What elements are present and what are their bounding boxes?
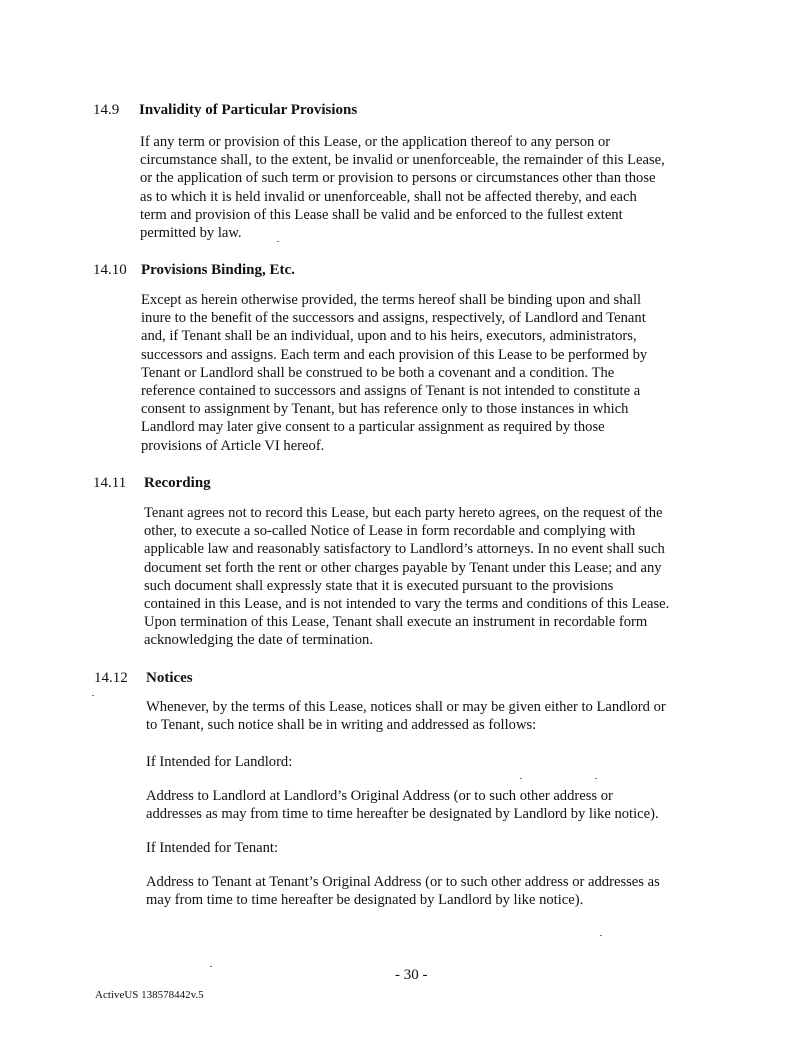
section-heading <box>0 100 811 120</box>
text-line: applicable law and reasonably satisfactory to Landlord’s attorneys. In no event shall such <box>144 541 665 558</box>
section-number: 14.9 <box>93 102 120 118</box>
section-heading <box>0 260 811 280</box>
text-line: successors and assigns. Each term and each provision of this Lease to be performed by <box>141 346 648 363</box>
text-line: reference contained to successors and assigns of Tenant is not intended to constitute a <box>141 383 641 400</box>
section-title: Invalidity of Particular Provisions <box>139 102 358 118</box>
section-paragraph <box>146 698 666 734</box>
text-line: or the application of such term or provision to persons or circumstances other than those <box>140 170 656 187</box>
text-line: Address to Tenant at Tenant’s Original Address (or to such other address or addresses as <box>146 874 660 890</box>
section-heading <box>0 668 811 688</box>
text-line: If Intended for Tenant: <box>146 840 279 856</box>
text-line: contained in this Lease, and is not intended to vary the terms and conditions of this Lease. <box>144 596 670 613</box>
section-title: Provisions Binding, Etc. <box>141 262 295 278</box>
scan-speck <box>210 966 212 967</box>
section-paragraph <box>141 291 647 455</box>
text-line: Address to Landlord at Landlord’s Original Address (or to such other address or <box>146 788 613 804</box>
scan-speck <box>600 935 602 936</box>
landlord-address-paragraph <box>146 787 659 823</box>
section-number: 14.10 <box>93 262 127 278</box>
text-line: addresses as may from time to time hereafter be designated by Landlord by like notice). <box>146 806 659 823</box>
text-line: other, to execute a so-called Notice of Lease in form recordable and complying with <box>144 523 636 540</box>
text-line: as to which it is held invalid or unenforceable, shall not be affected thereby, and each <box>140 188 637 205</box>
section-paragraph <box>140 133 665 242</box>
section-number: 14.11 <box>93 475 127 491</box>
text-line: permitted by law. <box>140 225 242 242</box>
document-id: ActiveUS 138578442v.5 <box>95 989 204 1001</box>
section-title: Notices <box>146 670 193 686</box>
text-line: If any term or provision of this Lease, or the application thereof to any person or <box>140 134 611 150</box>
page-number: - 30 - <box>395 967 428 983</box>
tenant-notice-label <box>146 839 278 857</box>
tenant-address-paragraph <box>146 873 660 909</box>
text-line: term and provision of this Lease shall be valid and be enforced to the fullest extent <box>140 206 623 223</box>
section-heading <box>0 473 811 493</box>
text-line: circumstance shall, to the extent, be invalid or unenforceable, the remainder of this Lease, <box>140 152 665 169</box>
text-line: Except as herein otherwise provided, the terms hereof shall be binding upon and shall <box>141 292 642 308</box>
text-line: acknowledging the date of termination. <box>144 632 373 649</box>
text-line: document set forth the rent or other charges payable by Tenant under this Lease; and any <box>144 559 662 576</box>
landlord-notice-label <box>146 753 292 771</box>
scan-speck <box>277 241 279 242</box>
text-line: Whenever, by the terms of this Lease, notices shall or may be given either to Landlord or <box>146 699 666 715</box>
section-paragraph <box>144 504 669 650</box>
text-line: may from time to time hereafter be designated by Landlord by like notice). <box>146 892 584 909</box>
text-line: and, if Tenant shall be an individual, upon and to his heirs, executors, administrators, <box>141 328 637 345</box>
text-line: Upon termination of this Lease, Tenant shall execute an instrument in recordable form <box>144 614 648 631</box>
section-number: 14.12 <box>94 670 128 686</box>
section-title: Recording <box>144 475 211 491</box>
scan-speck <box>520 778 522 779</box>
text-line: Tenant agrees not to record this Lease, but each party hereto agrees, on the request of the <box>144 505 663 521</box>
text-line: Landlord may later give consent to a particular assignment as required by those <box>141 419 605 436</box>
text-line: Tenant or Landlord shall be construed to be both a covenant and a condition. The <box>141 364 615 381</box>
text-line: provisions of Article VI hereof. <box>141 437 325 454</box>
text-line: to Tenant, such notice shall be in writing and addressed as follows: <box>146 717 537 734</box>
scan-speck <box>595 778 597 779</box>
text-line: such document shall expressly state that it is executed pursuant to the provisions <box>144 577 614 594</box>
text-line: If Intended for Landlord: <box>146 754 293 770</box>
text-line: inure to the benefit of the successors and assigns, respectively, of Landlord and Tenant <box>141 310 646 327</box>
text-line: consent to assignment by Tenant, but has reference only to those instances in which <box>141 401 629 418</box>
scan-speck <box>92 695 94 696</box>
